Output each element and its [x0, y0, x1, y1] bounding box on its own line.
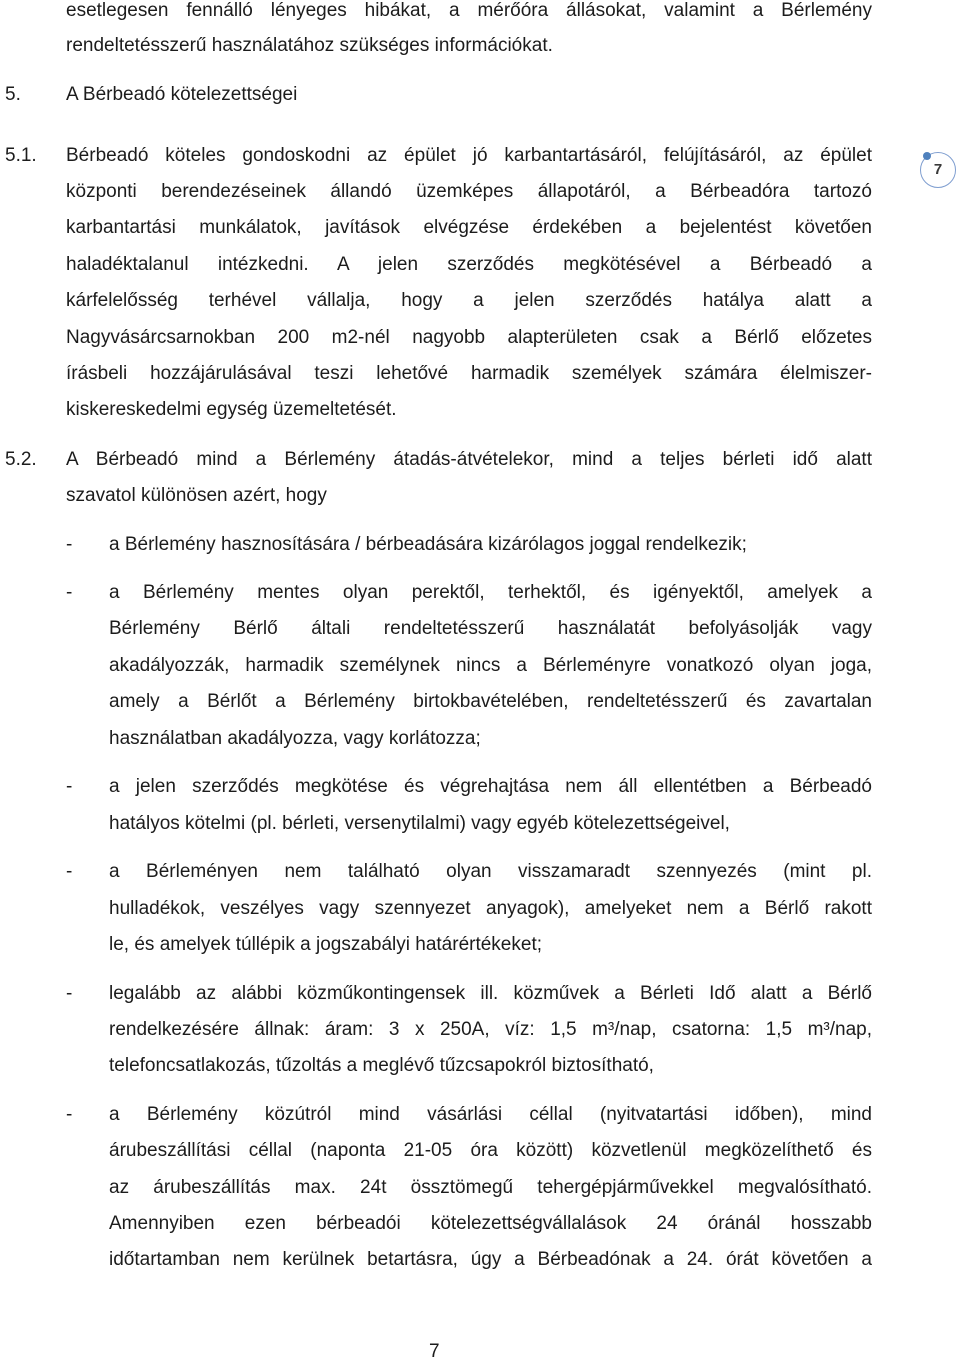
bullet-dash: -	[66, 983, 73, 1004]
bullet-text-line: hatályos kötelmi (pl. bérleti, versenytilalmi) vagy egyéb kötelezettségeivel,	[109, 813, 730, 834]
bullet-text-line: az árubeszállítás max. 24t össztömegű tehergépjárművekkel megvalósítható.	[109, 1177, 872, 1198]
page-badge: 7	[920, 152, 956, 188]
bullet-text-line: Amennyiben ezen bérbeadói kötelezettségvállalások 24 óránál hosszabb	[109, 1213, 872, 1234]
bullet-text-line: a Bérleményen nem található olyan visszamaradt szennyezés (mint pl.	[109, 861, 872, 882]
bullet-dash: -	[66, 861, 73, 882]
text-line: szavatol különösen azért, hogy	[66, 485, 327, 506]
bullet-dash: -	[66, 776, 73, 797]
text-line: esetlegesen fennálló lényeges hibákat, a mérőóra állásokat, valamint a Bérlemény	[66, 0, 872, 21]
bullet-dash: -	[66, 1104, 73, 1125]
text-line: A Bérbeadó mind a Bérlemény átadás-átvételekor, mind a teljes bérleti idő alatt	[66, 449, 872, 470]
text-line: rendeltetésszerű használatához szükséges információkat.	[66, 35, 553, 56]
section-number: 5.	[5, 84, 21, 105]
text-line: haladéktalanul intézkedni. A jelen szerződés megkötésével a Bérbeadó a	[66, 254, 872, 275]
clause-number: 5.1.	[5, 145, 37, 166]
bullet-text-line: le, és amelyek túllépik a jogszabályi határértékeket;	[109, 934, 543, 955]
bullet-dash: -	[66, 582, 73, 603]
bullet-text-line: a Bérlemény hasznosítására / bérbeadására kizárólagos joggal rendelkezik;	[109, 534, 747, 555]
clause-number: 5.2.	[5, 449, 37, 470]
bullet-text-line: időtartamban nem kerülnek betartásra, úgy a Bérbeadónak a 24. órát követően a	[109, 1249, 872, 1270]
text-line: Bérbeadó köteles gondoskodni az épület jó karbantartásáról, felújításáról, az épület	[66, 145, 872, 166]
bullet-text-line: amely a Bérlőt a Bérlemény birtokbavételében, rendeltetésszerű és zavartalan	[109, 691, 872, 712]
bullet-dash: -	[66, 534, 73, 555]
bullet-text-line: legalább az alábbi közműkontingensek ill. közművek a Bérleti Idő alatt a Bérlő	[109, 983, 872, 1004]
section-title: A Bérbeadó kötelezettségei	[66, 84, 298, 105]
page-number: 7	[429, 1341, 440, 1362]
bullet-text-line: a jelen szerződés megkötése és végrehajtása nem áll ellentétben a Bérbeadó	[109, 776, 872, 797]
bullet-text-line: a Bérlemény mentes olyan perektől, terhektől, és igényektől, amelyek a	[109, 582, 872, 603]
bullet-text-line: használatban akadályozza, vagy korlátozza;	[109, 728, 481, 749]
text-line: központi berendezéseinek állandó üzemképes állapotáról, a Bérbeadóra tartozó	[66, 181, 872, 202]
text-line: kiskereskedelmi egység üzemeltetését.	[66, 399, 397, 420]
bullet-text-line: telefoncsatlakozás, tűzoltás a meglévő tűzcsapokról biztosítható,	[109, 1055, 654, 1076]
bullet-text-line: akadályozzák, harmadik személynek nincs a Bérleményre vonatkozó olyan joga,	[109, 655, 872, 676]
bullet-text-line: Bérlemény Bérlő általi rendeltetésszerű használatát befolyásolják vagy	[109, 618, 872, 639]
text-line: karbantartási munkálatok, javítások elvégzése érdekében a bejelentést követően	[66, 217, 872, 238]
bullet-text-line: rendelkezésére állnak: áram: 3 x 250A, víz: 1,5 m³/nap, csatorna: 1,5 m³/nap,	[109, 1019, 872, 1040]
text-line: Nagyvásárcsarnokban 200 m2-nél nagyobb alapterületen csak a Bérlő előzetes	[66, 327, 872, 348]
badge-dot-icon	[923, 152, 931, 160]
bullet-text-line: a Bérlemény közútról mind vásárlási céllal (nyitvatartási időben), mind	[109, 1104, 872, 1125]
text-line: kárfelelősség terhével vállalja, hogy a jelen szerződés hatálya alatt a	[66, 290, 872, 311]
bullet-text-line: árubeszállítási céllal (naponta 21-05 óra között) közvetlenül megközelíthető és	[109, 1140, 872, 1161]
bullet-text-line: hulladékok, veszélyes vagy szennyezet anyagok), amelyeket nem a Bérlő rakott	[109, 898, 872, 919]
text-line: írásbeli hozzájárulásával teszi lehetővé harmadik személyek számára élelmiszer-	[66, 363, 872, 384]
